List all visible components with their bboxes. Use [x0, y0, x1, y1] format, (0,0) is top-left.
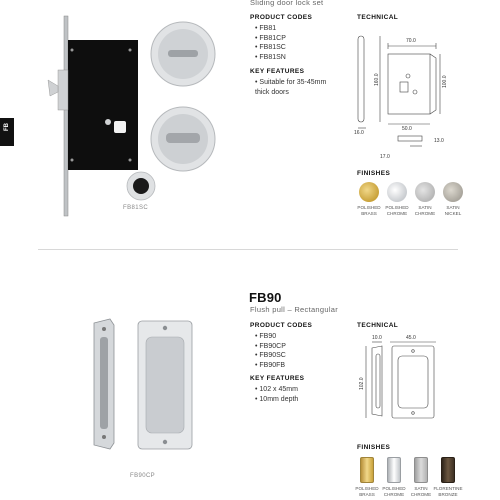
dim-side: 13.0 [434, 138, 444, 144]
finish-label: SATIN CHROME [410, 486, 432, 497]
finish-label: POLISHED CHROME [385, 205, 409, 216]
product2-title: FB90 [249, 290, 282, 305]
finish-label: FLORENTINE BRONZE [433, 486, 463, 497]
dim-center: 50.0 [402, 126, 412, 132]
finish-swatch [415, 182, 435, 202]
product-code: • FB90 [255, 332, 286, 342]
dim-backset: 16.0 [354, 130, 364, 136]
dim-height-left: 160.0 [374, 73, 380, 86]
product1-finishes-heading: FINISHES [357, 170, 391, 177]
product-code: • FB81 [255, 24, 286, 34]
key-feature: • 102 x 45mm [255, 385, 298, 395]
finish-polished-chrome [382, 182, 412, 216]
flush-pull-image [80, 315, 220, 455]
dim-width: 45.0 [406, 335, 416, 341]
finish-polished-chrome [379, 457, 409, 497]
finish-label: SATIN NICKEL [444, 205, 462, 216]
product1-subtitle: Sliding door lock set [250, 0, 324, 7]
product2-codes-list [255, 332, 286, 370]
product1-features-list [255, 78, 335, 97]
key-feature: • 10mm depth [255, 395, 298, 405]
sliding-lock-image [40, 10, 240, 220]
product-code: • FB81CP [255, 34, 286, 44]
product2-codes-heading: PRODUCT CODES [250, 322, 313, 329]
finish-satin-nickel [438, 182, 468, 216]
product-code: • FB81SN [255, 53, 286, 63]
dim-depth: 10.0 [372, 335, 382, 341]
product1-codes-heading: PRODUCT CODES [250, 14, 313, 21]
key-feature: • Suitable for 35-45mm thick doors [255, 78, 335, 97]
finish-swatch [414, 457, 428, 483]
section-tab-label: FB [4, 123, 10, 131]
finish-label: POLISHED BRASS [355, 486, 379, 497]
product2-features-heading: KEY FEATURES [250, 375, 305, 382]
finish-swatch [443, 182, 463, 202]
finish-label: SATIN CHROME [414, 205, 436, 216]
product-code: • FB90FB [255, 361, 286, 371]
finish-label: POLISHED BRASS [357, 205, 381, 216]
dim-width: 70.0 [406, 38, 416, 44]
product-code: • FB90SC [255, 351, 286, 361]
finish-satin-chrome [410, 182, 440, 216]
finish-label: POLISHED CHROME [382, 486, 406, 497]
product1-features-heading: KEY FEATURES [250, 68, 305, 75]
finish-swatch [359, 182, 379, 202]
finish-florentine-bronze [433, 457, 463, 497]
product2-technical-drawing [352, 332, 452, 424]
finish-swatch [387, 457, 401, 483]
product1-technical-heading: TECHNICAL [357, 14, 399, 21]
finish-polished-brass [354, 182, 384, 216]
product1-image-caption: FB81SC [123, 205, 149, 211]
section-tab [0, 118, 14, 146]
product2-image-caption: FB90CP [130, 473, 156, 479]
finish-swatch [441, 457, 455, 483]
product2-features-list [255, 385, 298, 404]
finish-polished-brass [352, 457, 382, 497]
product2-technical-heading: TECHNICAL [357, 322, 399, 329]
finish-swatch [387, 182, 407, 202]
product1-technical-drawing [350, 24, 460, 160]
section-divider [38, 249, 458, 250]
product2-subtitle: Flush pull – Rectangular [250, 305, 339, 314]
finish-satin-chrome [406, 457, 436, 497]
product2-finishes-heading: FINISHES [357, 444, 391, 451]
product-code: • FB81SC [255, 43, 286, 53]
product-code: • FB90CP [255, 342, 286, 352]
product1-codes-list [255, 24, 286, 62]
dim-depth: 17.0 [380, 154, 390, 160]
dim-height: 102.0 [359, 377, 365, 390]
finish-swatch [360, 457, 374, 483]
dim-height-right: 100.0 [442, 75, 448, 88]
